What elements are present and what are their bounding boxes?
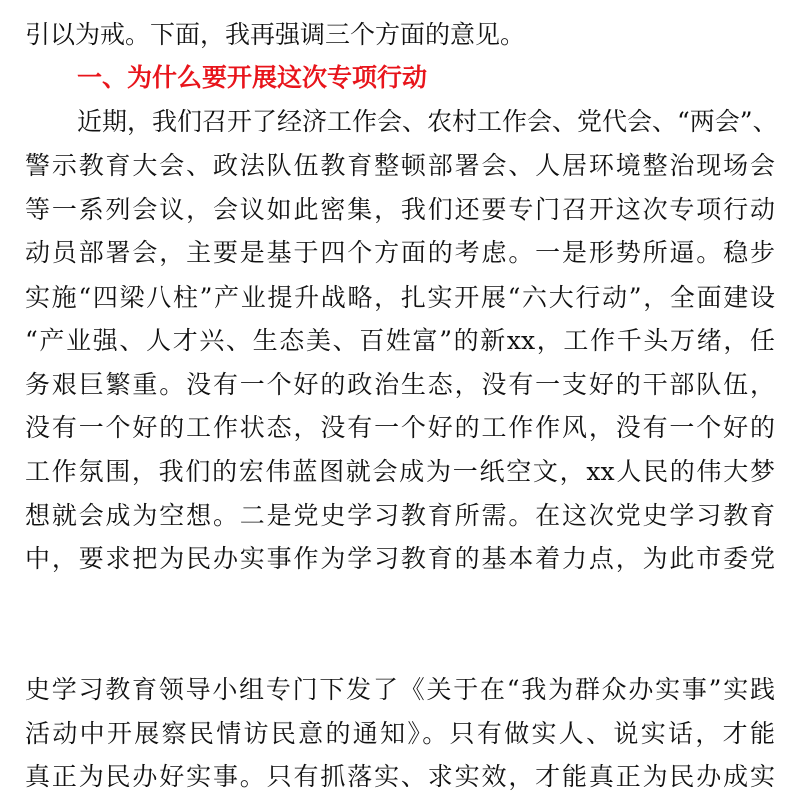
text-line: 务艰巨繁重。没有一个好的政治生态，没有一支好的干部队伍，: [25, 370, 775, 399]
text-line: 警示教育大会、政法队伍教育整顿部署会、人居环境整治现场会: [25, 151, 775, 180]
text-line: 中，要求把为民办实事作为学习教育的基本着力点，为此市委党: [25, 544, 775, 573]
text-line: “产业强、人才兴、生态美、百姓富”的新xx，工作千头万绪，任: [25, 326, 775, 355]
text-line: 近期，我们召开了经济工作会、农村工作会、党代会、“两会”、: [77, 107, 778, 136]
text-line: 活动中开展察民情访民意的通知》。只有做实人、说实话，才能: [25, 719, 775, 748]
text-line: 史学习教育领导小组专门下发了《关于在“我为群众办实事”实践: [25, 675, 775, 704]
text-line: 实施“四梁八柱”产业提升战略，扎实开展“六大行动”，全面建设: [25, 283, 775, 312]
text-line: 等一系列会议，会议如此密集，我们还要专门召开这次专项行动: [25, 195, 775, 224]
text-line: 动员部署会，主要是基于四个方面的考虑。一是形势所逼。稳步: [25, 238, 775, 267]
section-heading: 一、为什么要开展这次专项行动: [77, 63, 428, 92]
text-line: 没有一个好的工作状态，没有一个好的工作作风，没有一个好的: [25, 413, 775, 442]
text-line: 工作氛围，我们的宏伟蓝图就会成为一纸空文，xx人民的伟大梦: [25, 457, 775, 486]
text-line: 真正为民办好实事。只有抓落实、求实效，才能真正为民办成实: [25, 762, 775, 791]
text-line: 想就会成为空想。二是党史学习教育所需。在这次党史学习教育: [25, 501, 775, 530]
text-line: 引以为戒。下面，我再强调三个方面的意见。: [25, 20, 526, 49]
